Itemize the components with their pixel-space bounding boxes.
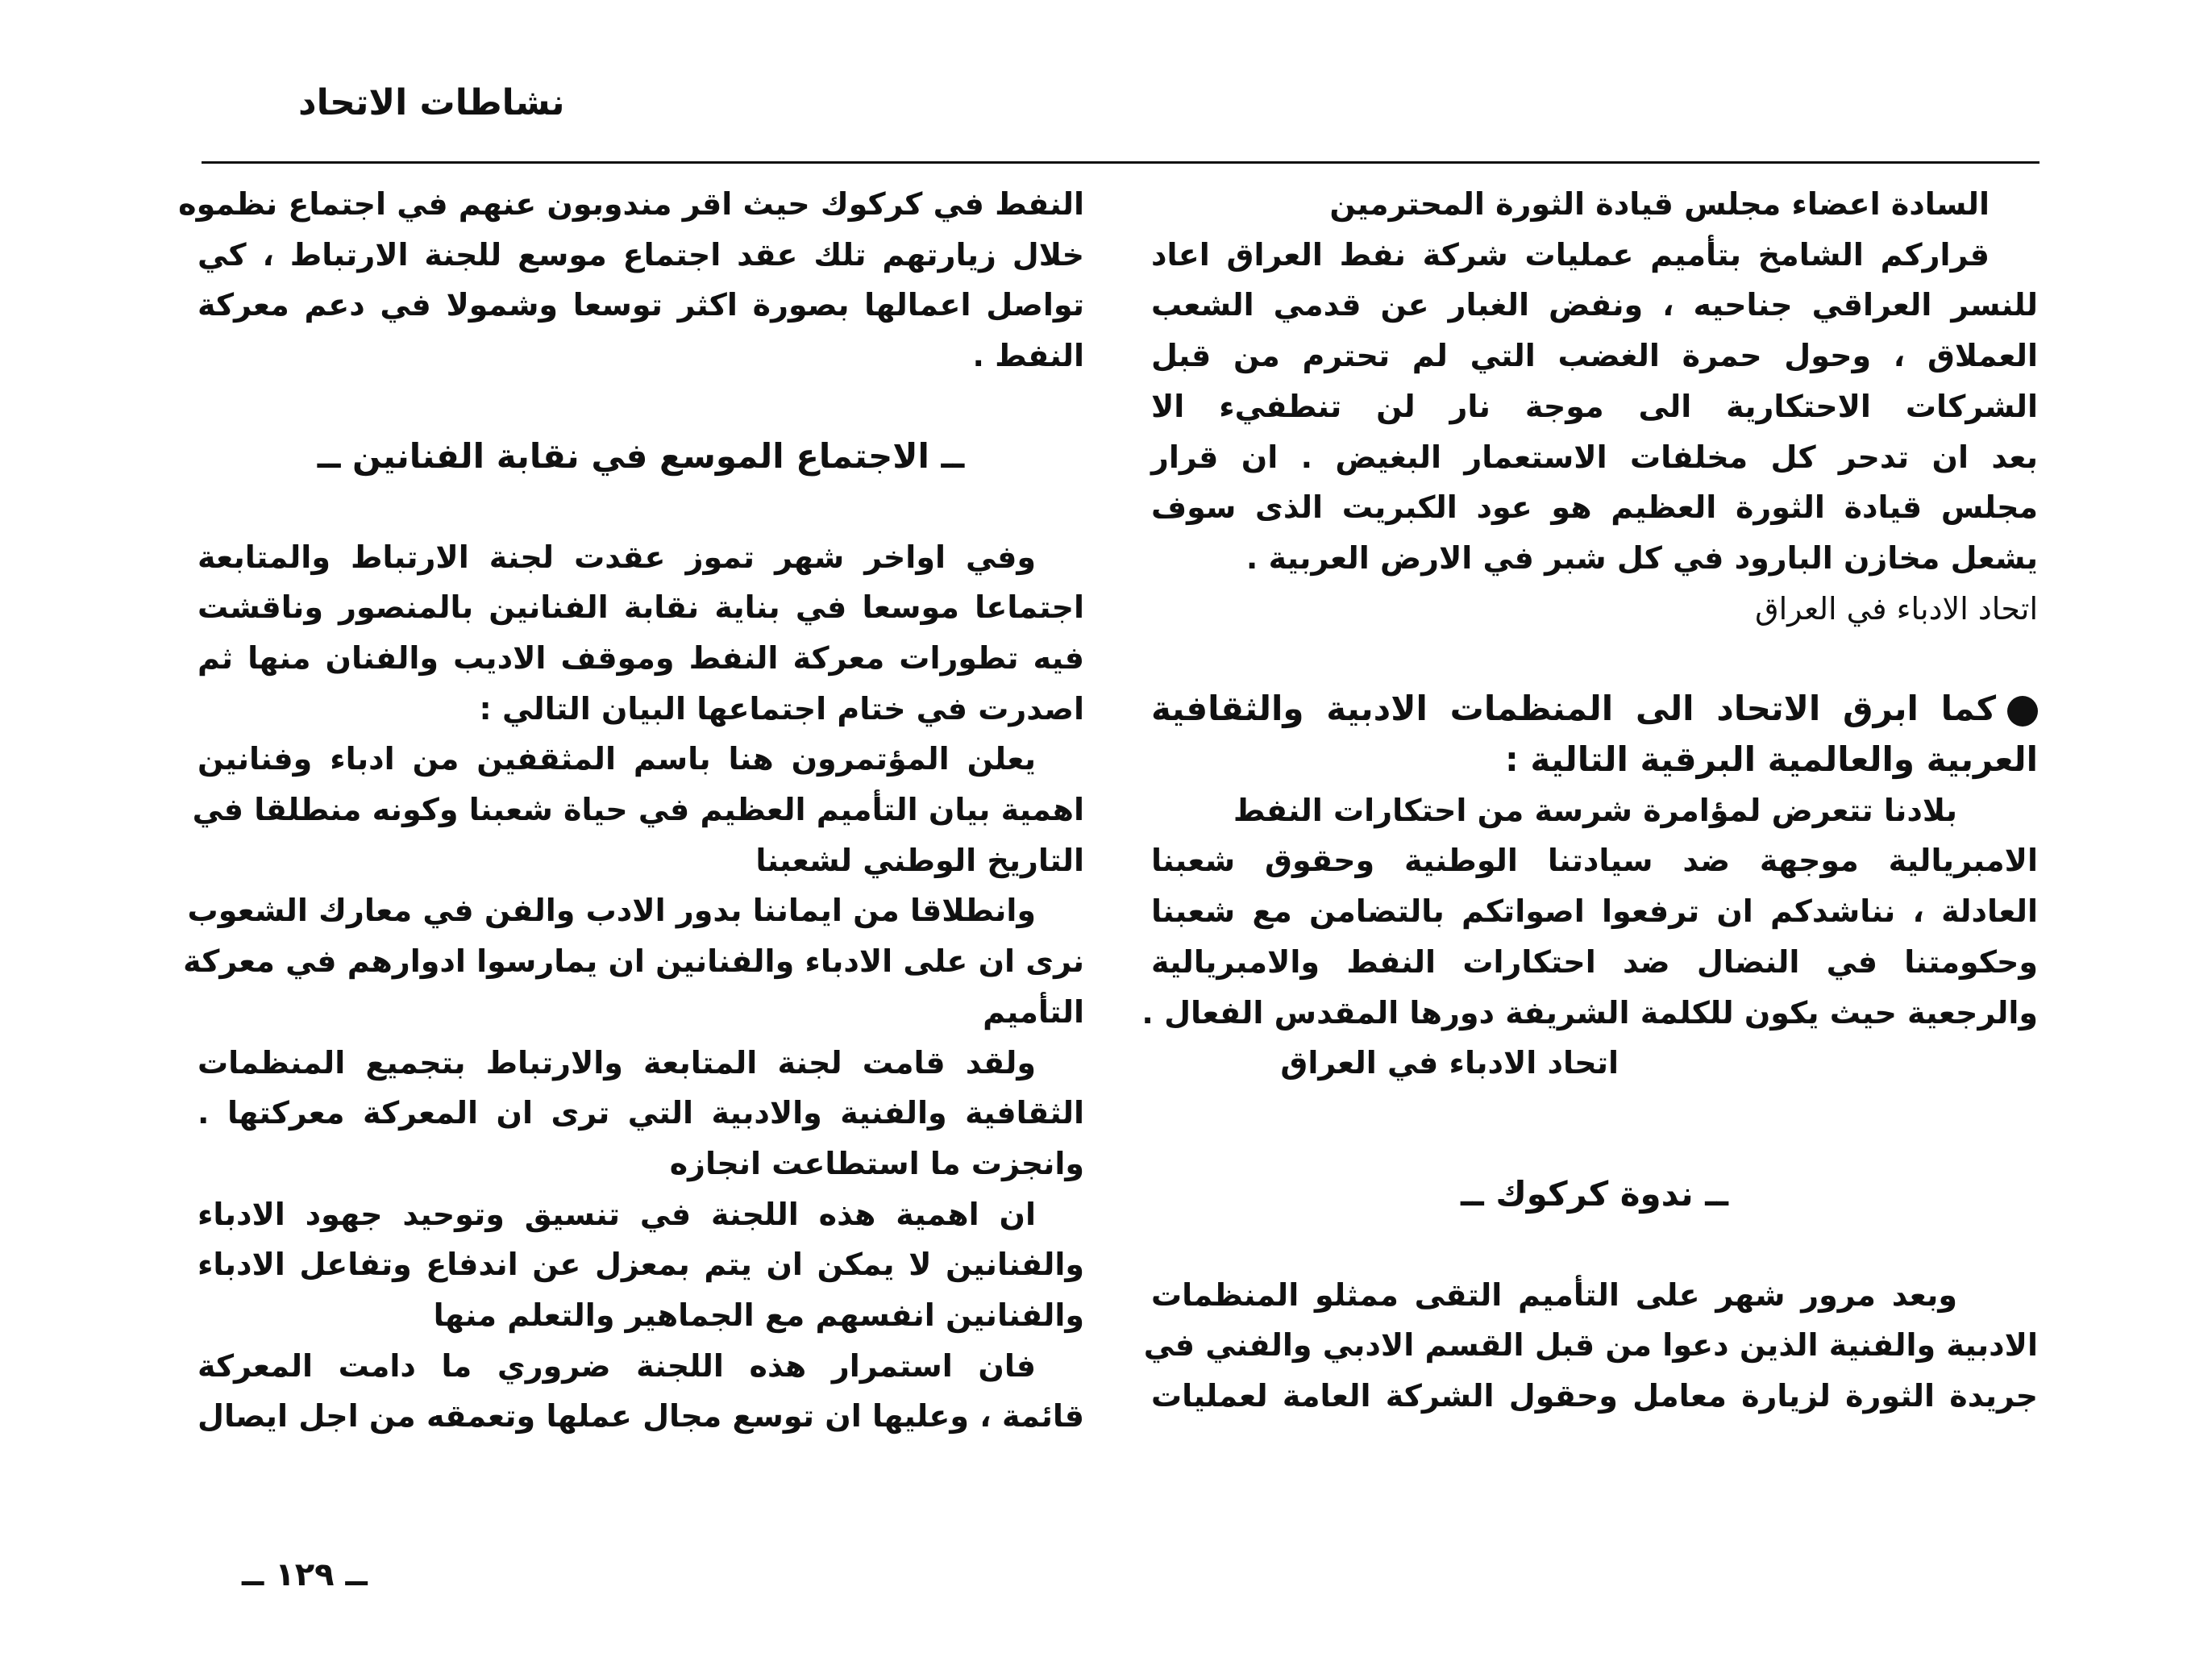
section-header-title: نشاطات الاتحاد — [298, 82, 565, 123]
telegram-line: وحكومتنا في النضال ضد احتكارات النفط والامبريالية — [1151, 943, 2038, 980]
kirkuk-line: جريدة الثورة لزيارة معامل وحقول الشركة العامة لعمليات — [1151, 1378, 2038, 1414]
continuation-line: تواصل اعمالها بصورة اكثر توسعا وشمولا في دعم معركة — [198, 287, 1084, 323]
paragraph-line: والفنانين لا يمكن ان يتم بمعزل عن اندفاع وتفاعل الادباء — [198, 1247, 1084, 1283]
paragraph-line: قائمة ، وعليها ان توسع مجال عملها وتعمقه من اجل ايصال — [198, 1398, 1084, 1435]
letter-line: العملاق ، وحول حمرة الغضب التي لم تحترم من قبل — [1151, 338, 2038, 374]
continuation-text — [178, 179, 1084, 381]
continuation-line: النفط . — [972, 338, 1084, 374]
paragraph-line: التاريخ الوطني لشعبنا — [755, 842, 1084, 878]
paragraph-line: فيه تطورات معركة النفط وموقف الاديب والفنان منها ثم — [198, 639, 1084, 676]
kirkuk-section — [1143, 1169, 2038, 1422]
letter-to-rcc — [1151, 179, 2038, 634]
letter-line: الشركات الاحتكارية الى موجة نار لن تنطفيء الا — [1151, 388, 2038, 424]
letter-line: يشعل مخازن البارود في كل شبر في الارض العربية . — [1245, 539, 2038, 576]
artists-section-body — [183, 532, 1084, 1443]
telegram-signature: اتحاد الادباء في العراق — [1280, 1045, 1619, 1081]
letter-line: قراركم الشامخ بتأميم عمليات شركة نفط العراق اعاد — [1151, 236, 1990, 273]
right-column — [1141, 179, 2038, 1422]
paragraph-line: فان استمرار هذه اللجنة ضروري ما دامت المعركة — [198, 1347, 1036, 1384]
letter-line: مجلس قيادة الثورة العظيم هو عود الكبريت الذى سوف — [1151, 489, 2038, 526]
paragraph-line: وفي اواخر شهر تموز عقدت لجنة الارتباط والمتابعة — [198, 539, 1036, 575]
paragraph-line: اهمية بيان التأميم العظيم في حياة شعبنا وكونه منطلقا في — [192, 792, 1084, 828]
artists-section-heading: ــ الاجتماع الموسع في نقابة الفنانين ــ — [317, 435, 965, 476]
paragraph-line: ان اهمية هذه اللجنة في تنسيق وتوحيد جهود الادباء — [198, 1196, 1036, 1232]
paragraph-line: اصدرت في ختام اجتماعها البيان التالي : — [479, 690, 1084, 727]
telegram-line: الامبريالية موجهة ضد سيادتنا الوطنية وحقوق شعبنا — [1151, 843, 2038, 879]
telegram-section — [1141, 684, 2038, 1089]
paragraph-line: وانطلاقا من ايماننا بدور الادب والفن في معارك الشعوب — [187, 893, 1036, 929]
telegram-heading-line2: العربية والعالمية البرقية التالية : — [1505, 739, 2038, 780]
letter-salutation: السادة اعضاء مجلس قيادة الثورة المحترمين — [1329, 186, 1990, 222]
telegram-line: بلادنا تتعرض لمؤامرة شرسة من احتكارات النفط — [1233, 792, 1957, 828]
page-number: ــ ١٢٩ ــ — [242, 1556, 368, 1593]
letter-line: بعد ان تدحر كل مخلفات الاستعمار البغيض . ان قرار — [1151, 439, 2038, 475]
paragraph-line: والفنانين انفسهم مع الجماهير والتعلم منها — [433, 1297, 1084, 1334]
telegram-line: والرجعية حيث يكون للكلمة الشريفة دورها المقدس الفعال . — [1141, 994, 2038, 1031]
paragraph-line: ولقد قامت لجنة المتابعة والارتباط بتجميع المنظمات — [198, 1044, 1036, 1081]
telegram-line: العادلة ، نناشدكم ان ترفعوا اصواتكم بالتضامن مع شعبنا — [1151, 893, 2038, 930]
continuation-line: النفط في كركوك حيث اقر مندوبون عنهم في اجتماع نظموه — [178, 186, 1084, 222]
letter-line: للنسر العراقي جناحيه ، ونفض الغبار عن قدمي الشعب — [1151, 287, 2038, 323]
kirkuk-heading: ــ ندوة كركوك ــ — [1460, 1173, 1729, 1214]
paragraph-line: اجتماعا موسعا في بناية نقابة الفنانين بالمنصور وناقشت — [198, 589, 1084, 626]
paragraph-line: التأميم — [983, 993, 1084, 1030]
left-column — [178, 179, 1084, 1442]
paragraph-line: يعلن المؤتمرون هنا باسم المثقفين من ادباء وفنانين — [198, 741, 1036, 777]
paragraph-line: الثقافية والفنية والادبية التي ترى ان المعركة معركتها . — [198, 1095, 1084, 1131]
letter-signature: اتحاد الادباء في العراق — [1755, 590, 2038, 627]
telegram-heading-line1: كما ابرق الاتحاد الى المنظمات الادبية والثقافية — [1151, 684, 2038, 735]
kirkuk-line: وبعد مرور شهر على التأميم التقى ممثلو المنظمات — [1151, 1276, 1957, 1313]
kirkuk-line: الادبية والفنية الذين دعوا من قبل القسم الادبي والفني في — [1143, 1327, 2038, 1364]
paragraph-line: نرى ان على الادباء والفنانين ان يمارسوا ادوارهم في معركة — [183, 943, 1084, 980]
bullet-icon — [2007, 696, 2038, 727]
header-rule — [202, 161, 2039, 164]
paragraph-line: وانجزت ما استطاعت انجازه — [669, 1145, 1084, 1181]
continuation-line: خلال زيارتهم تلك عقد اجتماع موسع للجنة الارتباط ، كي — [198, 236, 1084, 273]
